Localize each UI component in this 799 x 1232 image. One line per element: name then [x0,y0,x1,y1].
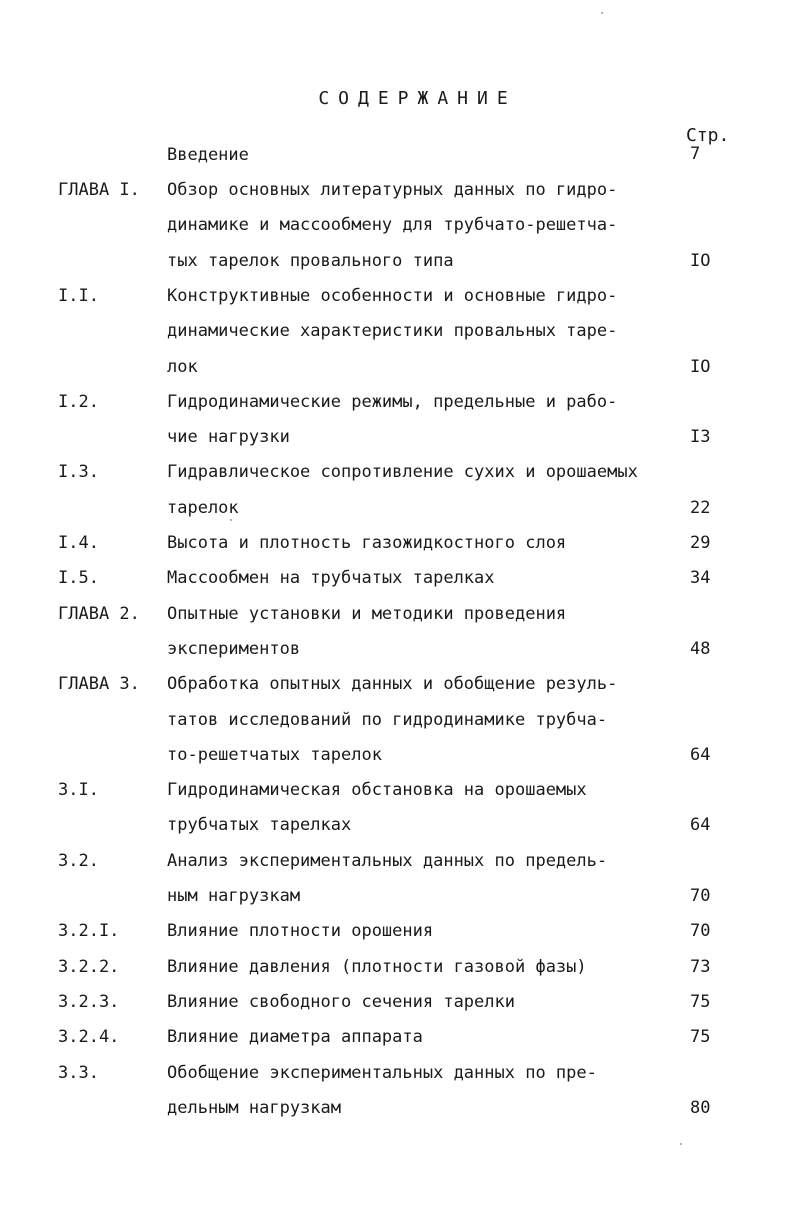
toc-entry-number: 3.I. [58,780,99,801]
toc-entry-text: Конструктивные особенности и основные гидро- [167,285,618,306]
toc-entry-text: Массообмен на трубчатых тарелках [167,568,495,589]
toc-entry-page-number: 70 [690,886,711,906]
toc-entry-page-number: I3 [690,427,711,448]
toc-entry-number: I.5. [58,568,99,589]
toc-entry-page-number: 73 [690,956,711,977]
toc-entry-text: Влияние свободного сечения тарелки [167,991,515,1012]
toc-entry-page-number: 48 [690,638,711,659]
toc-entry-page-number: 34 [690,568,711,589]
toc-entry-number: ГЛАВА I. [58,180,140,200]
toc-entry-page-number: 70 [690,921,711,942]
scan-speck [230,519,232,521]
toc-entry-number: 3.2.3. [58,991,120,1012]
toc-entry-text: тых тарелок провального типа [167,250,454,271]
toc-entry-text: Высота и плотность газожидкостного слоя [167,533,567,553]
toc-entry-text: Гидродинамические режимы, предельные и рабо- [167,391,618,412]
toc-entry-text: Обзор основных литературных данных по гидро- [167,180,618,200]
toc-entry-text: Влияние давления (плотности газовой фазы) [167,956,587,977]
toc-entry-text: Гидродинамическая обстановка на орошаемых [167,780,587,801]
scan-speck [680,1143,682,1145]
toc-entry-page-number: 75 [690,991,711,1012]
toc-entry-number: ГЛАВА 2. [58,603,140,624]
toc-entry-text: лок [167,356,198,377]
toc-entry-text: татов исследований по гидродинамике трубча- [167,709,608,730]
page-column-label: Стр. [686,125,730,146]
toc-entry-number: I.I. [58,285,99,306]
toc-entry-text: Влияние плотности орошения [167,921,434,942]
intro-label: Введение [167,145,249,165]
toc-entry-number: 3.3. [58,1062,99,1083]
intro-page-number: 7 [690,144,701,164]
toc-entry-number: I.2. [58,391,99,412]
toc-entry-number: 3.2. [58,850,99,871]
toc-entry-text: Гидравлическое сопротивление сухих и орошаемых [167,462,638,483]
page-title: СОДЕРЖАНИЕ [318,88,517,109]
toc-entry-text: чие нагрузки [167,427,290,448]
toc-entry-page-number: 29 [690,533,711,553]
toc-entry-page-number: IO [690,250,711,271]
scan-speck [601,12,603,14]
toc-entry-page-number: 22 [690,497,711,518]
toc-entry-text: динамические характеристики провальных таре- [167,321,618,342]
toc-entry-number: 3.2.4. [58,1027,120,1048]
toc-entry-text: дельным нагрузкам [167,1097,341,1118]
toc-entry-page-number: 64 [690,744,711,765]
toc-entry-text: экспериментов [167,638,301,659]
toc-entry-number: I.3. [58,462,99,483]
toc-entry-text: Обработка опытных данных и обобщение резуль- [167,674,618,695]
toc-entry-number: ГЛАВА 3. [58,674,140,695]
toc-entry-text: Обобщение экспериментальных данных по пре- [167,1062,597,1083]
toc-entry-page-number: 80 [690,1097,711,1118]
toc-entry-text: тарелок [167,497,239,518]
toc-entry-number: 3.2.2. [58,956,120,977]
toc-entry-text: Влияние диаметра аппарата [167,1027,423,1048]
toc-entry-text: Анализ экспериментальных данных по предель- [167,850,608,871]
toc-entry-number: I.4. [58,533,99,553]
toc-entry-number: 3.2.I. [58,921,120,942]
toc-entry-text: трубчатых тарелках [167,815,352,836]
toc-entry-page-number: 75 [690,1027,711,1048]
toc-entry-page-number: 64 [690,815,711,836]
toc-entry-text: Опытные установки и методики проведения [167,603,567,624]
toc-entry-page-number: IO [690,356,711,377]
toc-entry-text: динамике и массообмену для трубчато-решетча- [167,215,618,236]
toc-entry-text: то-решетчатых тарелок [167,744,382,765]
toc-entry-text: ным нагрузкам [167,886,301,906]
